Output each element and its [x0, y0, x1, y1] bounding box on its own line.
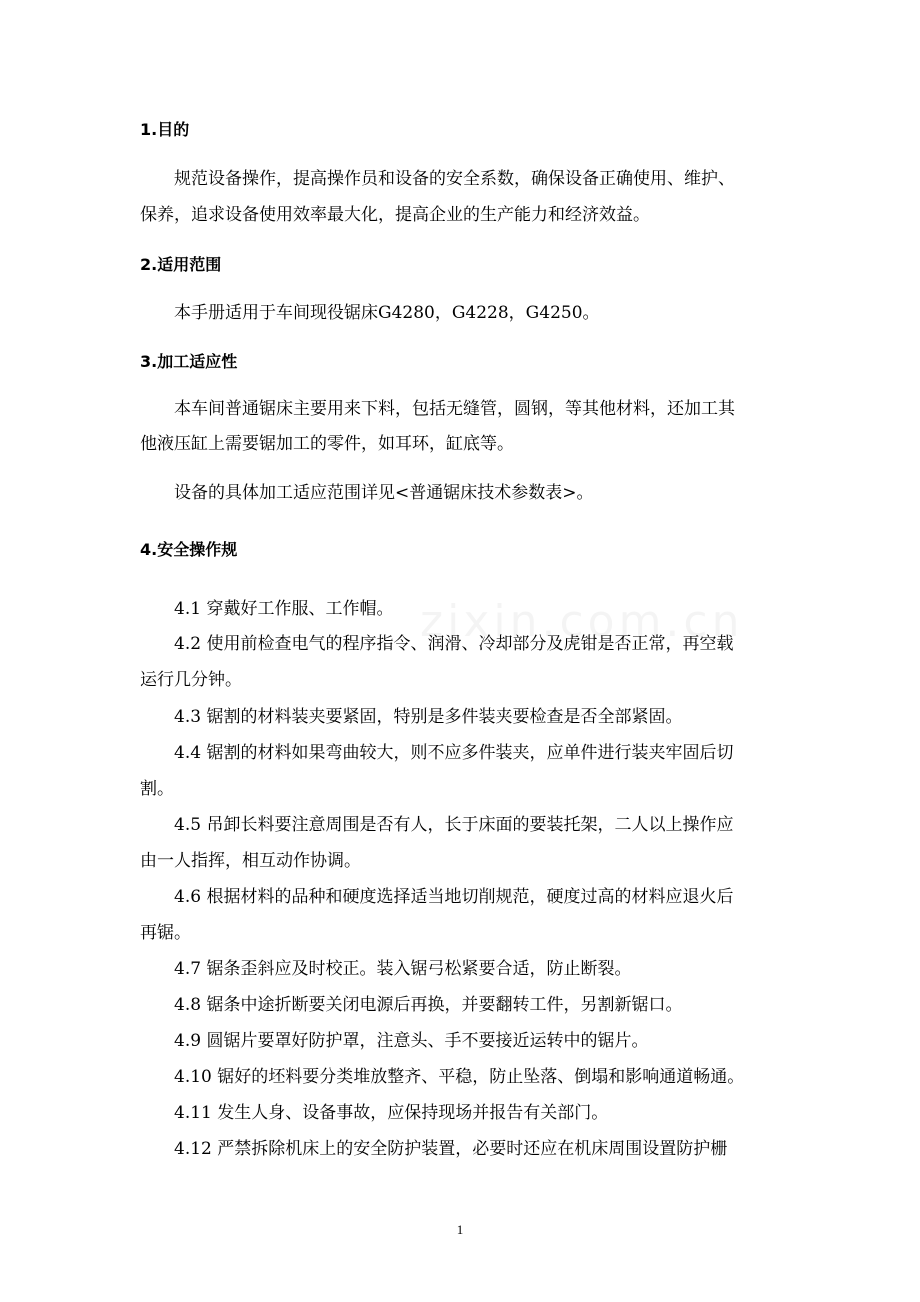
list-item-line: 4.7 锯条歪斜应及时校正。装入锯弓松紧要合适，防止断裂。 [174, 959, 632, 979]
list-item-line: 4.11 发生人身、设备事故，应保持现场并报告有关部门。 [174, 1103, 609, 1123]
list-item-line: 割。 [140, 779, 174, 799]
list-item-line: 4.5 吊卸长料要注意周围是否有人，长于床面的要装托架，二人以上操作应 [174, 815, 734, 835]
list-item-line: 4.8 锯条中途折断要关闭电源后再换，并要翻转工件，另割新锯口。 [174, 995, 683, 1015]
list-item-line: 4.3 锯割的材料装夹要紧固，特别是多件装夹要检查是否全部紧固。 [174, 707, 683, 727]
paragraph-line: 规范设备操作，提高操作员和设备的安全系数，确保设备正确使用、维护、 [174, 169, 735, 189]
list-item-line: 4.6 根据材料的品种和硬度选择适当地切削规范，硬度过高的材料应退火后 [174, 887, 734, 907]
section-heading-scope: 2.适用范围 [140, 255, 222, 274]
paragraph-line: 本手册适用于车间现役锯床G4280，G4228，G4250。 [174, 303, 600, 323]
list-item-line: 4.1 穿戴好工作服、工作帽。 [174, 599, 394, 619]
paragraph-line: 本车间普通锯床主要用来下料，包括无缝管，圆钢，等其他材料，还加工其 [174, 399, 735, 419]
list-item-line: 4.2 使用前检查电气的程序指令、润滑、冷却部分及虎钳是否正常，再空载 [174, 634, 734, 654]
paragraph-line: 他液压缸上需要锯加工的零件，如耳环，缸底等。 [140, 434, 514, 454]
paragraph-line: 设备的具体加工适应范围详见<普通锯床技术参数表>。 [174, 483, 594, 503]
section-heading-safety-rules: 4.安全操作规 [140, 540, 238, 559]
list-item-line: 4.10 锯好的坯料要分类堆放整齐、平稳，防止坠落、倒塌和影响通道畅通。 [174, 1067, 745, 1087]
section-heading-adaptability: 3.加工适应性 [140, 352, 238, 371]
page-number: 1 [456, 1222, 464, 1237]
paragraph-line: 保养，追求设备使用效率最大化，提高企业的生产能力和经济效益。 [140, 205, 650, 225]
list-item-line: 4.9 圆锯片要罩好防护罩，注意头、手不要接近运转中的锯片。 [174, 1031, 649, 1051]
section-heading-purpose: 1.目的 [140, 120, 190, 139]
list-item-line: 4.4 锯割的材料如果弯曲较大，则不应多件装夹，应单件进行装夹牢固后切 [174, 743, 734, 763]
list-item-line: 由一人指挥，相互动作协调。 [140, 851, 361, 871]
list-item-line: 再锯。 [140, 923, 191, 943]
list-item-line: 4.12 严禁拆除机床上的安全防护装置，必要时还应在机床周围设置防护栅 [174, 1139, 728, 1159]
list-item-line: 运行几分钟。 [140, 670, 242, 690]
